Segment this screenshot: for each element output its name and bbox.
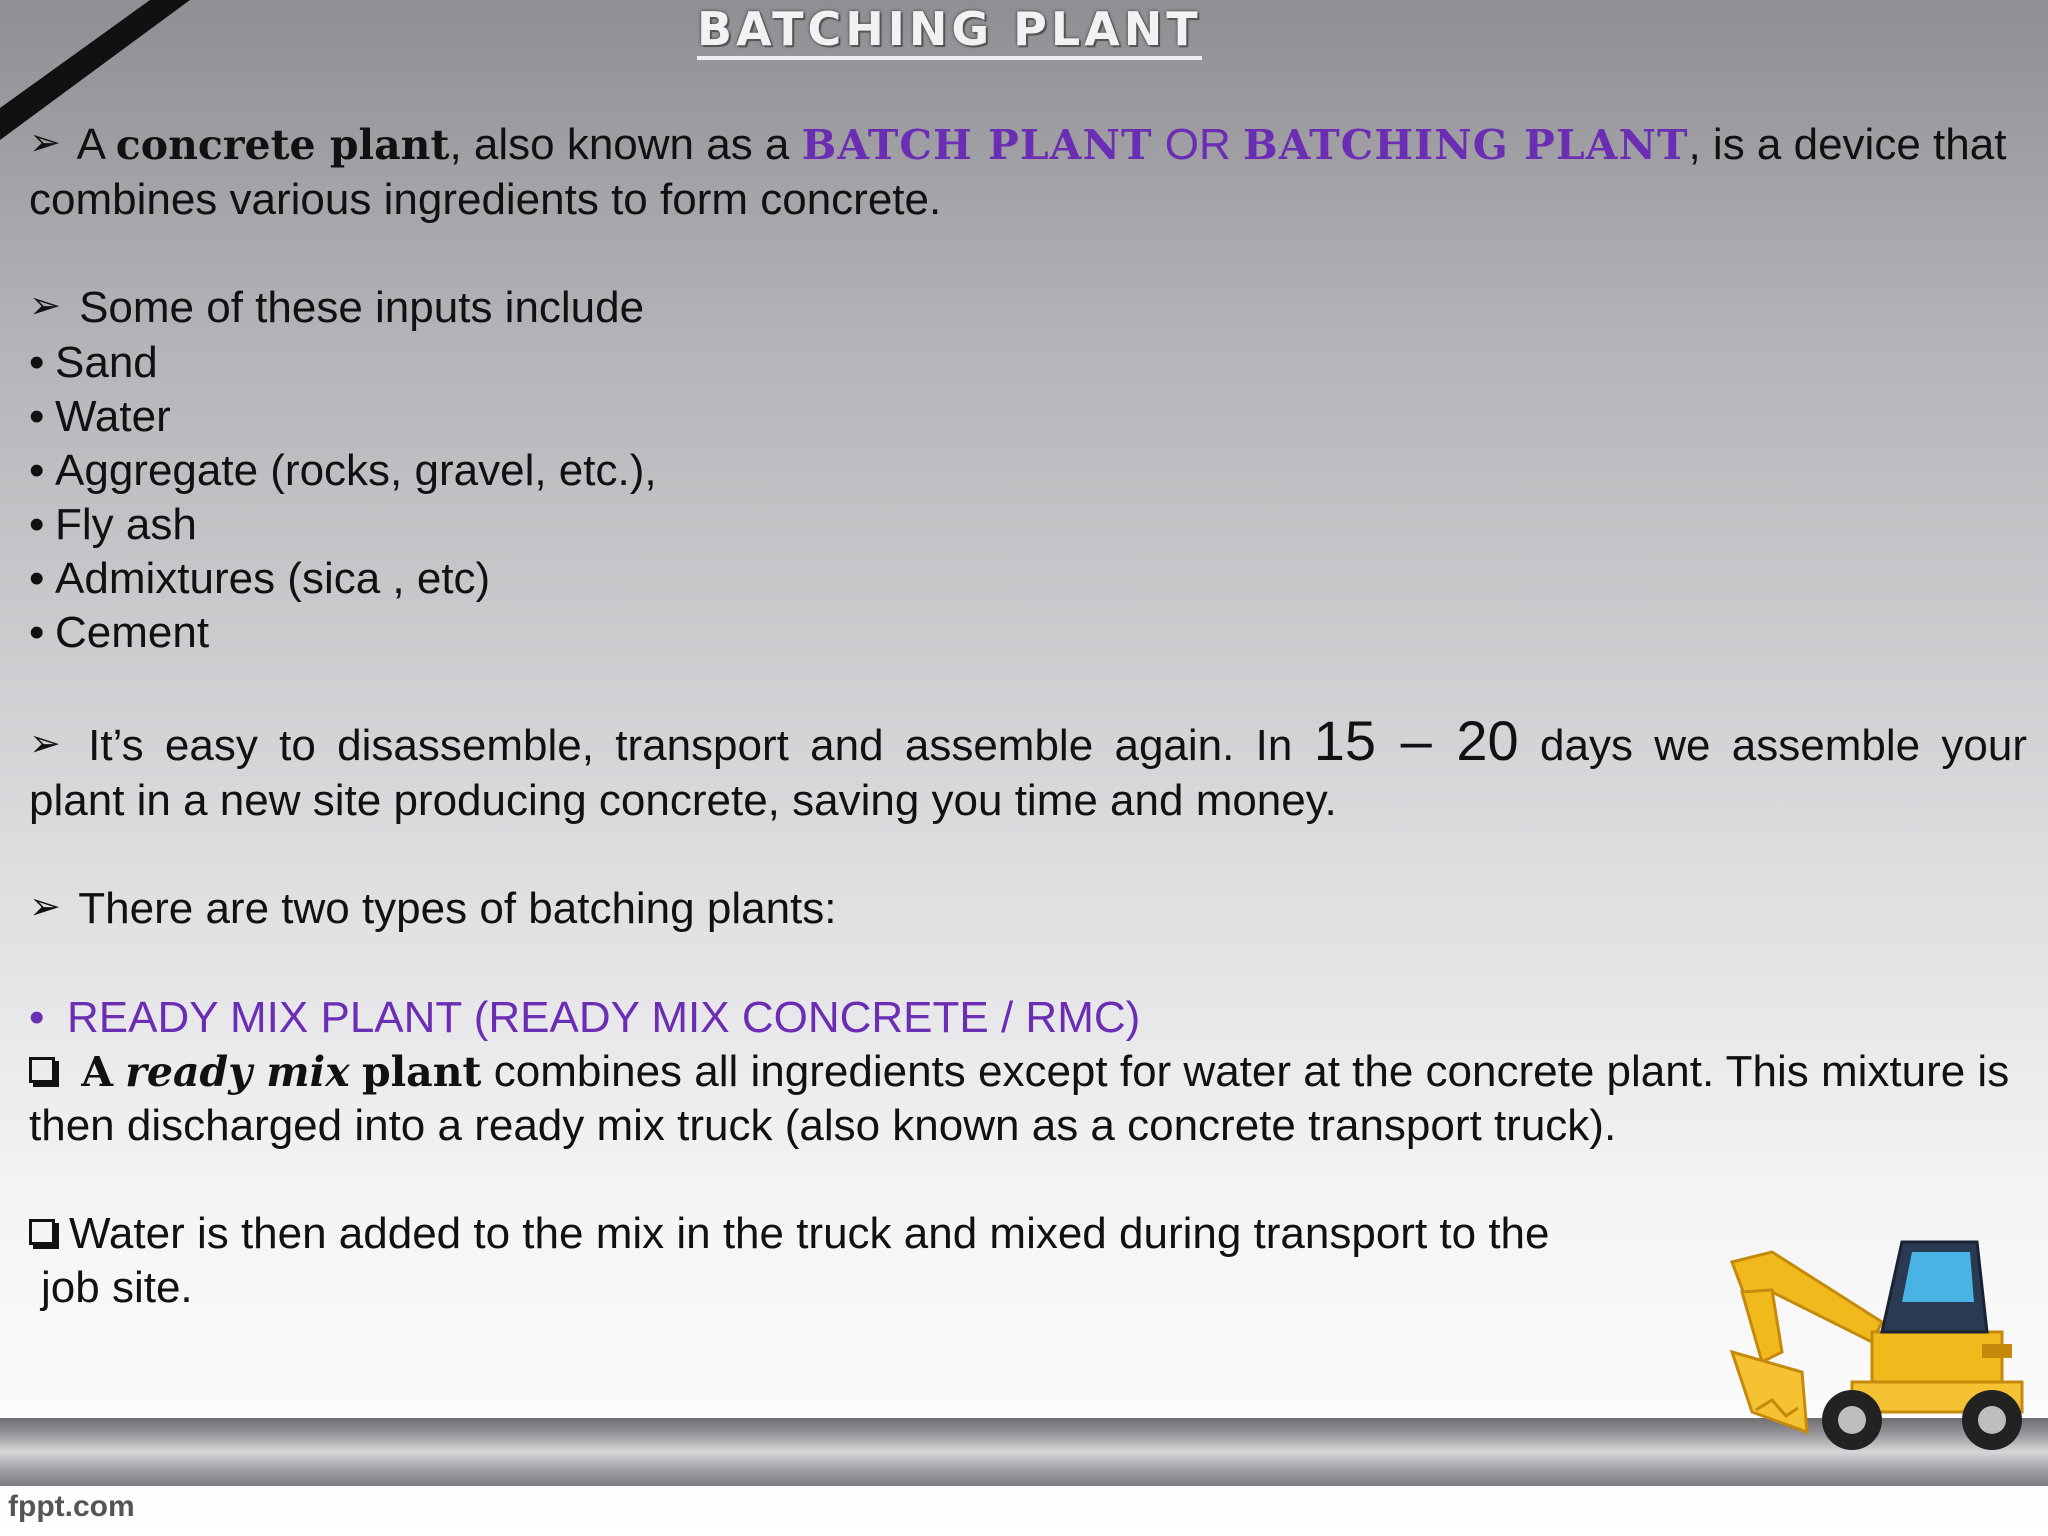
list-item-text: Admixtures (sica , etc) <box>55 554 491 603</box>
page-title: BATCHING PLANT <box>697 2 1202 60</box>
types-heading <box>29 882 2027 937</box>
list-item <box>29 606 2027 660</box>
list-item-text: Fly ash <box>55 500 197 549</box>
arrow-bullet-icon: ➢ <box>29 721 61 765</box>
bullet-icon: • <box>29 993 45 1042</box>
list-item <box>29 498 2027 552</box>
ready-mix-term: ready mix <box>125 1048 350 1096</box>
ready-mix-plant-term: plant <box>361 1048 482 1096</box>
ready-mix-heading-text: READY MIX PLANT (READY MIX CONCRETE / RMC) <box>67 993 1141 1042</box>
ready-mix-a: A <box>81 1048 114 1096</box>
list-item-text: Aggregate (rocks, gravel, etc.), <box>55 446 657 495</box>
arrow-bullet-icon: ➢ <box>29 283 61 327</box>
types-heading-text: There are two types of batching plants: <box>78 884 837 933</box>
batching-plant-term: BATCHING PLANT <box>1242 121 1689 169</box>
list-item <box>29 390 2027 444</box>
intro-also: , also known as a <box>449 120 790 169</box>
water-line-2: job site. <box>41 1263 193 1312</box>
ready-mix-heading <box>29 991 2027 1045</box>
easy-paragraph-line1 <box>29 709 2027 774</box>
easy-text-2: days we assemble your <box>1540 721 2027 770</box>
easy-paragraph-line2: plant in a new site producing concrete, saving you time and money. <box>29 776 1337 825</box>
intro-or: OR <box>1164 120 1231 169</box>
slide-content <box>29 118 2027 1315</box>
intro-rest: , is a device that combines various ingredients to form concrete. <box>29 120 2007 224</box>
bullet-icon: • <box>29 392 45 441</box>
list-item <box>29 552 2027 606</box>
ready-mix-rest: combines all ingredients except for water at the concrete plant. This mixture is then discharged into a ready mix truck (also known as a concrete transport truck). <box>29 1047 2010 1150</box>
list-item-text: Water <box>55 392 171 441</box>
list-item <box>29 444 2027 498</box>
inputs-heading <box>29 281 2027 336</box>
ready-mix-description <box>29 1045 2027 1153</box>
footer-brand: fppt.com <box>8 1490 135 1523</box>
inputs-heading-text: Some of these inputs include <box>79 283 645 332</box>
list-item <box>29 336 2027 390</box>
checkbox-icon <box>29 1057 55 1083</box>
bullet-icon: • <box>29 446 45 495</box>
bullet-icon: • <box>29 500 45 549</box>
water-line-1-text: Water is then added to the mix in the truck and mixed during transport to the <box>69 1209 1550 1258</box>
checkbox-icon <box>29 1219 55 1245</box>
inputs-list <box>29 336 2027 660</box>
excavator-truck-icon <box>1712 1232 2040 1460</box>
bullet-icon: • <box>29 608 45 657</box>
list-item-text: Cement <box>55 608 210 657</box>
days-range: 15 – 20 <box>1313 709 1519 772</box>
easy-text-1: It’s easy to disassemble, transport and assemble again. In <box>88 721 1293 770</box>
bullet-icon: • <box>29 554 45 603</box>
batch-plant-term: BATCH PLANT <box>801 121 1153 169</box>
bullet-icon: • <box>29 338 45 387</box>
intro-paragraph <box>29 118 2027 227</box>
intro-a: A <box>76 120 104 169</box>
concrete-plant-term: concrete plant <box>115 121 450 169</box>
arrow-bullet-icon: ➢ <box>29 884 61 928</box>
list-item-text: Sand <box>55 338 158 387</box>
arrow-bullet-icon: ➢ <box>29 120 61 164</box>
